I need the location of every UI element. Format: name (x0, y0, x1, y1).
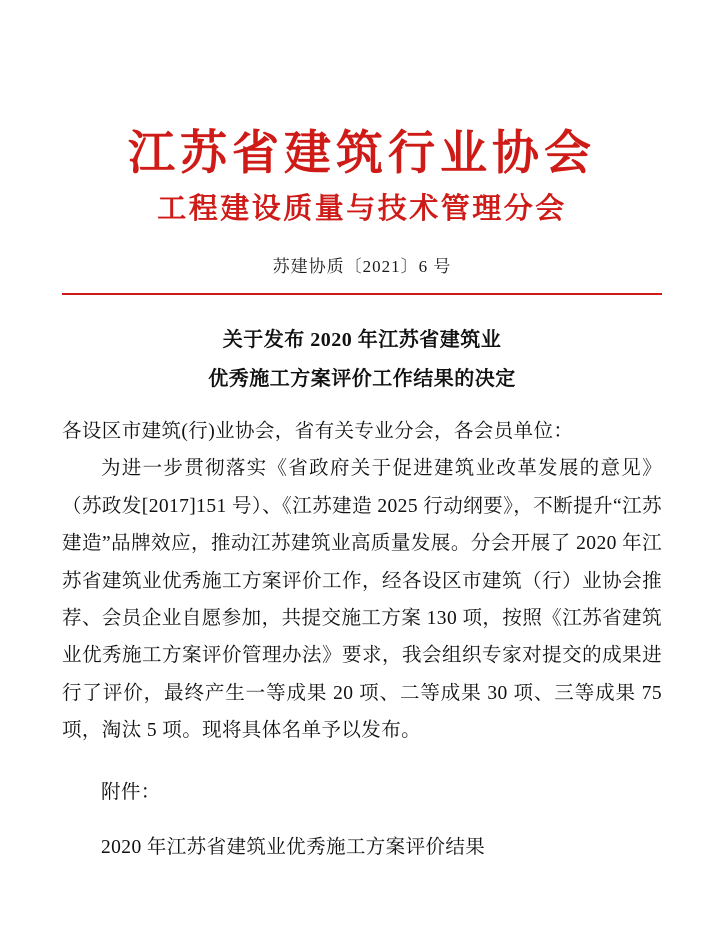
red-divider-rule (62, 293, 662, 295)
document-masthead (62, 0, 662, 228)
document-title (62, 321, 662, 399)
attachment-label: 附件： (101, 781, 161, 803)
organization-title: 江苏省建筑行业协会 (128, 126, 596, 181)
main-paragraph: 为进一步贯彻落实《省政府关于促进建筑业改革发展的意见》（苏政发[2017]151 号）、《江苏建造 2025 行动纲要》，不断提升“江苏建造”品牌效应，推动江苏建筑业高质量发展。分会开展了 2020 年江苏省建筑业优秀施工方案评价工作，经各设区市建筑（行）业协会推荐、会员企业自愿参加，共提交施工方案 130 项，按照《江苏省建筑业优秀施工方案评价管理办法》要求，我会组织专家对提交的成果进行了评价，最终产生一等成果 20 项、二等成果 30 项、三等成果 75 项，淘汰 5 项。现将具体名单予以发布。 (62, 458, 662, 742)
attachment-item: 2020 年江苏省建筑业优秀施工方案评价结果 (101, 837, 486, 859)
document-title-line-1: 关于发布 2020 年江苏省建筑业 (222, 328, 502, 351)
salutation-paragraph: 各设区市建筑(行)业协会，省有关专业分会，各会员单位： (62, 420, 574, 442)
document-body (62, 413, 662, 867)
document-number: 苏建协质〔2021〕6 号 (272, 256, 452, 276)
organization-subtitle: 工程建设质量与技术管理分会 (157, 190, 567, 225)
document-title-line-2: 优秀施工方案评价工作结果的决定 (208, 367, 516, 390)
